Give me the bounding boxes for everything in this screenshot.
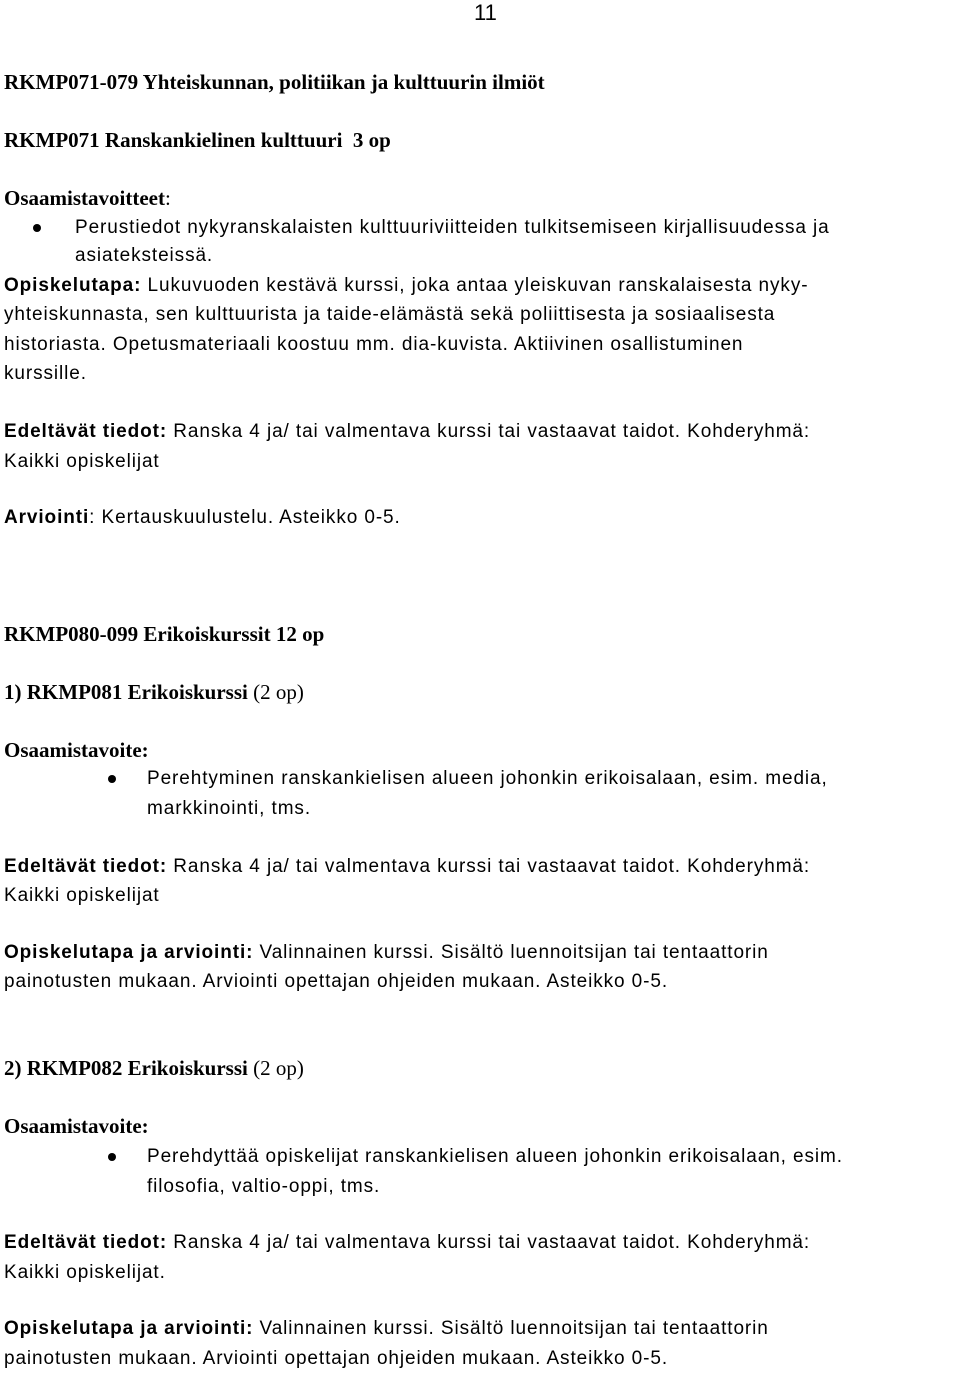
goals-heading: Osaamistavoitteet: <box>4 186 171 210</box>
goal-heading: Osaamistavoite: <box>4 738 149 762</box>
method-label: Opiskelutapa: <box>4 275 142 296</box>
course-heading-rkmp082: 2) RKMP082 Erikoiskurssi (2 op) <box>4 1056 304 1080</box>
section-heading-special-courses: RKMP080-099 Erikoiskurssit 12 op <box>4 622 325 646</box>
prereq-line-1: Edeltävät tiedot: Ranska 4 ja/ tai valmentava kurssi tai vastaavat taidot. Kohderyhmä: <box>4 1232 811 1253</box>
goal-heading: Osaamistavoite: <box>4 1114 149 1138</box>
method-line-3: historiasta. Opetusmateriaali koostuu mm. dia-kuvista. Aktiivinen osallistuminen <box>4 334 744 355</box>
course-title: RKMP081 Erikoiskurssi <box>26 680 248 704</box>
prereq-label: Edeltävät tiedot: <box>4 1232 168 1253</box>
course-heading-rkmp081: 1) RKMP081 Erikoiskurssi (2 op) <box>4 680 304 704</box>
prereq-line-2: Kaikki opiskelijat <box>4 885 160 906</box>
course-credits: (2 op) <box>253 1056 304 1080</box>
method-line-1: Opiskelutapa: Lukuvuoden kestävä kurssi, joka antaa yleiskuvan ranskalaisesta nyky- <box>4 275 809 296</box>
goal-line-1: Perehdyttää opiskelijat ranskankielisen alueen johonkin erikoisalaan, esim. <box>147 1146 843 1167</box>
bullet-icon <box>33 224 41 232</box>
course-code-title: RKMP071 Ranskankielinen kulttuuri <box>4 128 343 152</box>
method-line-2: painotusten mukaan. Arviointi opettajan ohjeiden mukaan. Asteikko 0-5. <box>4 971 668 992</box>
bullet-icon <box>108 1153 116 1161</box>
prereq-line-1: Edeltävät tiedot: Ranska 4 ja/ tai valmentava kurssi tai vastaavat taidot. Kohderyhmä: <box>4 856 811 877</box>
prereq-label: Edeltävät tiedot: <box>4 856 168 877</box>
method-label: Opiskelutapa ja arviointi: <box>4 1318 254 1339</box>
prereq-line-2: Kaikki opiskelijat. <box>4 1262 166 1283</box>
goals-label: Osaamistavoitteet <box>4 186 165 210</box>
course-credits: 3 op <box>352 128 391 152</box>
method-label: Opiskelutapa ja arviointi: <box>4 942 254 963</box>
prereq-label: Edeltävät tiedot: <box>4 421 168 442</box>
goal-line-1: Perustiedot nykyranskalaisten kulttuuriviitteiden tulkitsemiseen kirjallisuudessa ja <box>75 217 830 238</box>
page-number: 11 <box>474 0 497 25</box>
method-line-2: yhteiskunnasta, sen kulttuurista ja taide-elämästä sekä poliittisesta ja sosiaalisesta <box>4 304 776 325</box>
course-title: RKMP082 Erikoiskurssi <box>26 1056 248 1080</box>
evaluation-line: Arviointi: Kertauskuulustelu. Asteikko 0-5. <box>4 507 401 528</box>
section-heading-society: RKMP071-079 Yhteiskunnan, politiikan ja kulttuurin ilmiöt <box>4 70 545 94</box>
goal-line-2: filosofia, valtio-oppi, tms. <box>147 1176 381 1197</box>
prereq-line-1: Edeltävät tiedot: Ranska 4 ja/ tai valmentava kurssi tai vastaavat taidot. Kohderyhmä: <box>4 421 811 442</box>
bullet-icon <box>108 775 116 783</box>
eval-label: Arviointi <box>4 507 90 528</box>
course-credits: (2 op) <box>253 680 304 704</box>
course-heading-rkmp071 <box>4 128 391 153</box>
goal-line-1: Perehtyminen ranskankielisen alueen johonkin erikoisalaan, esim. media, <box>147 768 828 789</box>
method-line-4: kurssille. <box>4 363 87 384</box>
goal-line-2: markkinointi, tms. <box>147 798 312 819</box>
method-line-2: painotusten mukaan. Arviointi opettajan ohjeiden mukaan. Asteikko 0-5. <box>4 1348 668 1369</box>
goal-line-2: asiateksteissä. <box>75 245 214 266</box>
method-line-1: Opiskelutapa ja arviointi: Valinnainen kurssi. Sisältö luennoitsijan tai tentaattorin <box>4 942 769 963</box>
prereq-line-2: Kaikki opiskelijat <box>4 451 160 472</box>
method-line-1: Opiskelutapa ja arviointi: Valinnainen kurssi. Sisältö luennoitsijan tai tentaattorin <box>4 1318 769 1339</box>
